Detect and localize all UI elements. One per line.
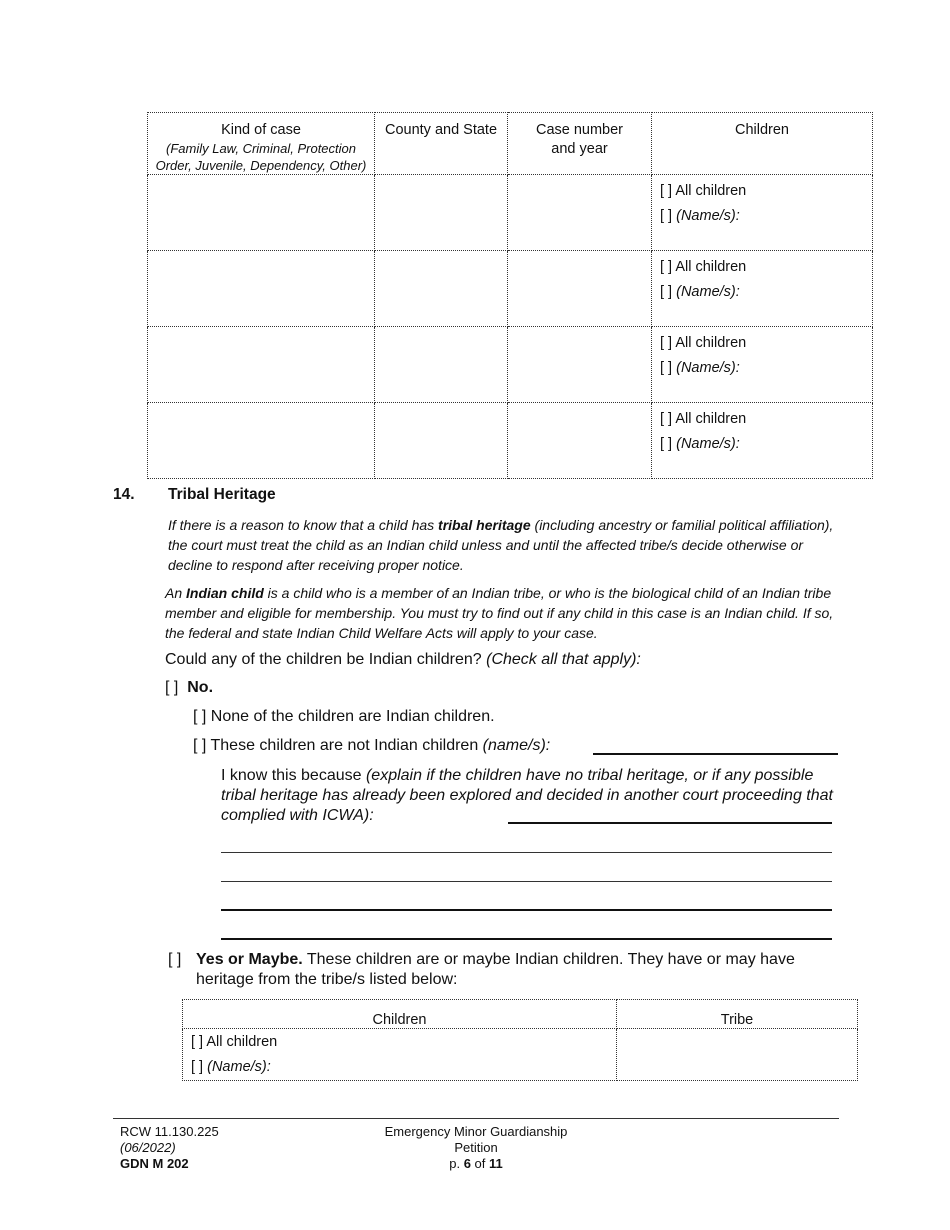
- form-date: (06/2022): [120, 1140, 176, 1155]
- tribe-header: Tribe: [617, 1000, 858, 1029]
- kind-of-case-hint: (Family Law, Criminal, Protection Order, Juvenile, Dependency, Other): [155, 141, 367, 173]
- kind-cell[interactable]: [148, 327, 375, 403]
- all-children-option[interactable]: [ ] All children: [660, 411, 747, 427]
- all-children-option[interactable]: [ ] All children: [660, 183, 747, 199]
- names-blank-line[interactable]: [593, 753, 838, 755]
- names-option[interactable]: [ ] (Name/s):: [660, 360, 740, 376]
- all-children-option[interactable]: [ ] All children: [660, 259, 747, 275]
- all-children-option[interactable]: [ ] All children: [191, 1034, 278, 1050]
- table-row: [183, 1029, 858, 1081]
- checkbox[interactable]: [ ]: [660, 208, 673, 224]
- explanation-prompt: I know this because (explain if the children have no tribal heritage, or if any possible tribal heritage has already been explored and decided in another court proceeding that complied with ICWA):: [221, 767, 833, 824]
- table-header-row: [183, 1000, 858, 1029]
- county-cell[interactable]: [375, 403, 508, 479]
- tribe-table: [182, 999, 858, 1081]
- all-children-option[interactable]: [ ] All children: [660, 335, 747, 351]
- table-row: [148, 327, 873, 403]
- checkbox[interactable]: [ ]: [660, 360, 673, 376]
- footer-left: [120, 1124, 219, 1172]
- explanation-line[interactable]: [221, 881, 832, 882]
- case-number-cell[interactable]: [508, 175, 652, 251]
- not-indian-names-option[interactable]: [ ] These children are not Indian children (name/s):: [193, 737, 551, 754]
- case-number-cell[interactable]: [508, 327, 652, 403]
- checkbox[interactable]: [ ]: [191, 1034, 204, 1050]
- indian-child-definition: An Indian child is a child who is a member of an Indian tribe, or who is the biological child of an Indian tribe member and eligible for membership. You must try to find out if any child in this case is an Indian child. If so, the federal and state Indian Child Welfare Acts will apply to your case.: [165, 585, 834, 641]
- prior-cases-table: [147, 112, 873, 479]
- children-header: Children: [652, 113, 873, 175]
- kind-of-case-label: Kind of case: [221, 122, 301, 138]
- case-number-header: Case number and year: [508, 113, 652, 175]
- explanation-line[interactable]: [221, 938, 832, 940]
- yes-maybe-option[interactable]: Yes or Maybe. These children are or maybe Indian children. They have or may have heritage from the tribe/s listed below:: [196, 951, 795, 988]
- page-number: p. 6 of 11: [449, 1156, 503, 1171]
- checkbox[interactable]: [ ]: [165, 679, 179, 696]
- kind-cell[interactable]: [148, 175, 375, 251]
- kind-cell[interactable]: [148, 403, 375, 479]
- checkbox[interactable]: [ ]: [660, 183, 673, 199]
- children-cell: [652, 327, 873, 403]
- checkbox[interactable]: [ ]: [168, 951, 182, 968]
- case-number-cell[interactable]: [508, 403, 652, 479]
- none-indian-option[interactable]: [ ] None of the children are Indian children.: [193, 708, 495, 725]
- children-cell: [652, 175, 873, 251]
- checkbox[interactable]: [ ]: [193, 737, 207, 754]
- footer-divider: [113, 1118, 839, 1119]
- kind-of-case-header: [148, 113, 375, 175]
- table-row: [148, 403, 873, 479]
- form-title-line1: Emergency Minor Guardianship: [384, 1124, 568, 1139]
- case-number-cell[interactable]: [508, 251, 652, 327]
- checkbox[interactable]: [ ]: [660, 335, 673, 351]
- table-row: [148, 251, 873, 327]
- names-option[interactable]: [ ] (Name/s):: [660, 208, 740, 224]
- section-title: Tribal Heritage: [168, 486, 276, 503]
- checkbox[interactable]: [ ]: [191, 1059, 204, 1075]
- children-header: Children: [183, 1000, 617, 1029]
- explanation-blank-line[interactable]: [508, 822, 832, 824]
- county-state-header: County and State: [375, 113, 508, 175]
- kind-cell[interactable]: [148, 251, 375, 327]
- children-cell: [652, 403, 873, 479]
- explanation-line[interactable]: [221, 909, 832, 911]
- children-cell: [652, 251, 873, 327]
- checkbox[interactable]: [ ]: [660, 259, 673, 275]
- names-option[interactable]: [ ] (Name/s):: [660, 436, 740, 452]
- form-title-line2: Petition: [454, 1140, 498, 1155]
- county-cell[interactable]: [375, 175, 508, 251]
- table-row: [148, 175, 873, 251]
- explanation-line[interactable]: [221, 852, 832, 853]
- yes-maybe-checkbox[interactable]: [168, 950, 181, 970]
- checkbox[interactable]: [ ]: [660, 411, 673, 427]
- names-option[interactable]: [ ] (Name/s):: [191, 1059, 271, 1075]
- form-number: GDN M 202: [120, 1156, 189, 1171]
- county-cell[interactable]: [375, 327, 508, 403]
- rcw-citation: RCW 11.130.225: [120, 1124, 219, 1139]
- section-number: 14.: [113, 486, 135, 503]
- indian-children-question: Could any of the children be Indian children? (Check all that apply):: [165, 651, 641, 668]
- checkbox[interactable]: [ ]: [660, 284, 673, 300]
- table-header-row: [148, 113, 873, 175]
- checkbox[interactable]: [ ]: [660, 436, 673, 452]
- tribe-cell[interactable]: [617, 1029, 858, 1081]
- county-cell[interactable]: [375, 251, 508, 327]
- children-cell: [183, 1029, 617, 1081]
- footer-center: [326, 1124, 626, 1172]
- names-option[interactable]: [ ] (Name/s):: [660, 284, 740, 300]
- no-option[interactable]: [ ] No.: [165, 679, 214, 696]
- tribal-heritage-instructions: If there is a reason to know that a child has tribal heritage (including ancestry or familial political affiliation), the court must treat the child as an Indian child unless and until the affected tribe/s decide otherwise or decline to respond after receiving proper notice.: [168, 517, 834, 573]
- checkbox[interactable]: [ ]: [193, 708, 207, 725]
